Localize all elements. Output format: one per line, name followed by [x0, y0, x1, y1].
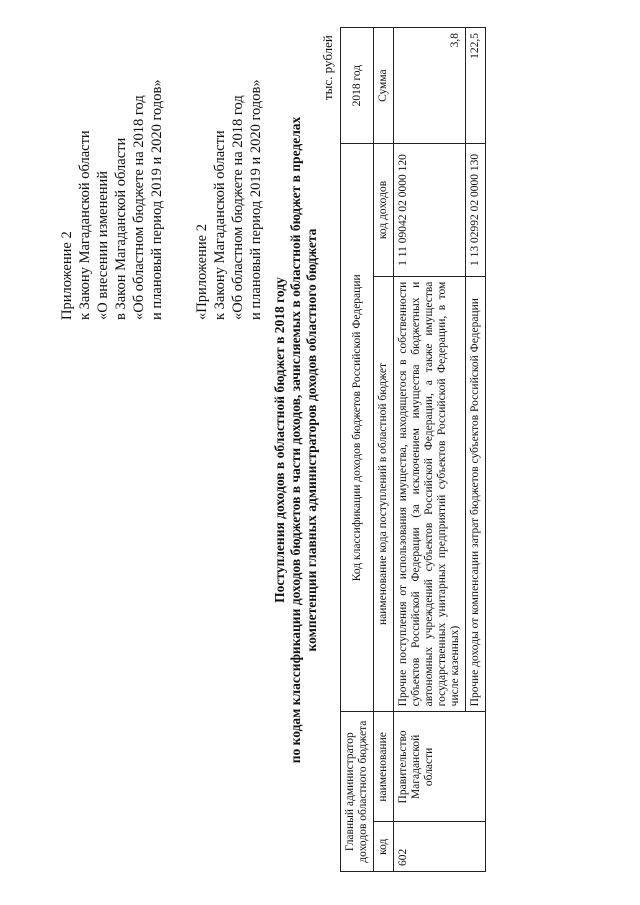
income-sum-cell: 3,8 — [394, 28, 466, 144]
header-code: код — [374, 822, 394, 872]
appendix-line: «Об областном бюджете на 2018 год — [230, 95, 246, 320]
revenue-table — [340, 27, 486, 872]
document-title — [272, 40, 320, 840]
income-code-cell: 1 11 09042 02 0000 120 — [394, 144, 466, 276]
appendix-line: в Закон Магаданской области — [113, 137, 129, 320]
income-code-cell: 1 13 02992 02 0000 130 — [466, 144, 486, 276]
title-line: Поступления доходов в областной бюджет в 2018 году — [272, 277, 287, 603]
header-classification: Код классификации доходов бюджетов Российской Федерации — [341, 144, 374, 712]
appendix-line: «Об областном бюджете на 2018 год — [131, 95, 147, 320]
title-line: компетенции главных администраторов доходов областного бюджета — [304, 228, 319, 652]
header-year: 2018 год — [341, 28, 374, 144]
appendix-line: и плановый период 2019 и 2020 годов» — [149, 79, 165, 320]
table-header-row — [341, 28, 374, 872]
header-name: наименование — [374, 712, 394, 822]
header-sum: Сумма — [374, 28, 394, 144]
income-description-cell: Прочие поступления от использования имущества, находящегося в собственности субъектов Российской Федерации (за исключением имущества бюджетных и автономных учреждений субъектов Российской Федерации, а также имущества государственных унитарных предприятий субъектов Российской Федерации, в том числе казенных) — [394, 276, 466, 712]
units-label: тыс. рублей — [320, 35, 335, 100]
income-description-cell: Прочие доходы от компенсации затрат бюджетов субъектов Российской Федерации — [466, 276, 486, 712]
appendix-line: «О внесении изменений — [95, 170, 111, 320]
appendix-line: к Закону Магаданской области — [77, 130, 93, 320]
header-income-code: код доходов — [374, 144, 394, 276]
appendix-line: «Приложение 2 — [194, 224, 210, 320]
admin-name-cell: Правительство Магаданской области — [394, 712, 486, 822]
appendix-line: Приложение 2 — [59, 231, 75, 320]
document-page — [10, 20, 610, 880]
header-income-name: наименование кода поступлений в областной бюджет — [374, 276, 394, 712]
appendix-original-header — [193, 79, 265, 320]
appendix-line: и плановый период 2019 и 2020 годов» — [248, 79, 264, 320]
title-line: по кодам классификации доходов бюджетов в части доходов, зачисляемых в областной бюджет в пределах — [288, 116, 303, 764]
header-admin: Главный администратор доходов областного бюджета — [341, 712, 374, 872]
admin-code-cell: 602 — [394, 822, 486, 872]
income-sum-cell: 122,5 — [466, 28, 486, 144]
table-row — [394, 28, 466, 872]
appendix-line: к Закону Магаданской области — [212, 130, 228, 320]
table-subheader-row — [374, 28, 394, 872]
appendix-current-header — [58, 79, 166, 320]
